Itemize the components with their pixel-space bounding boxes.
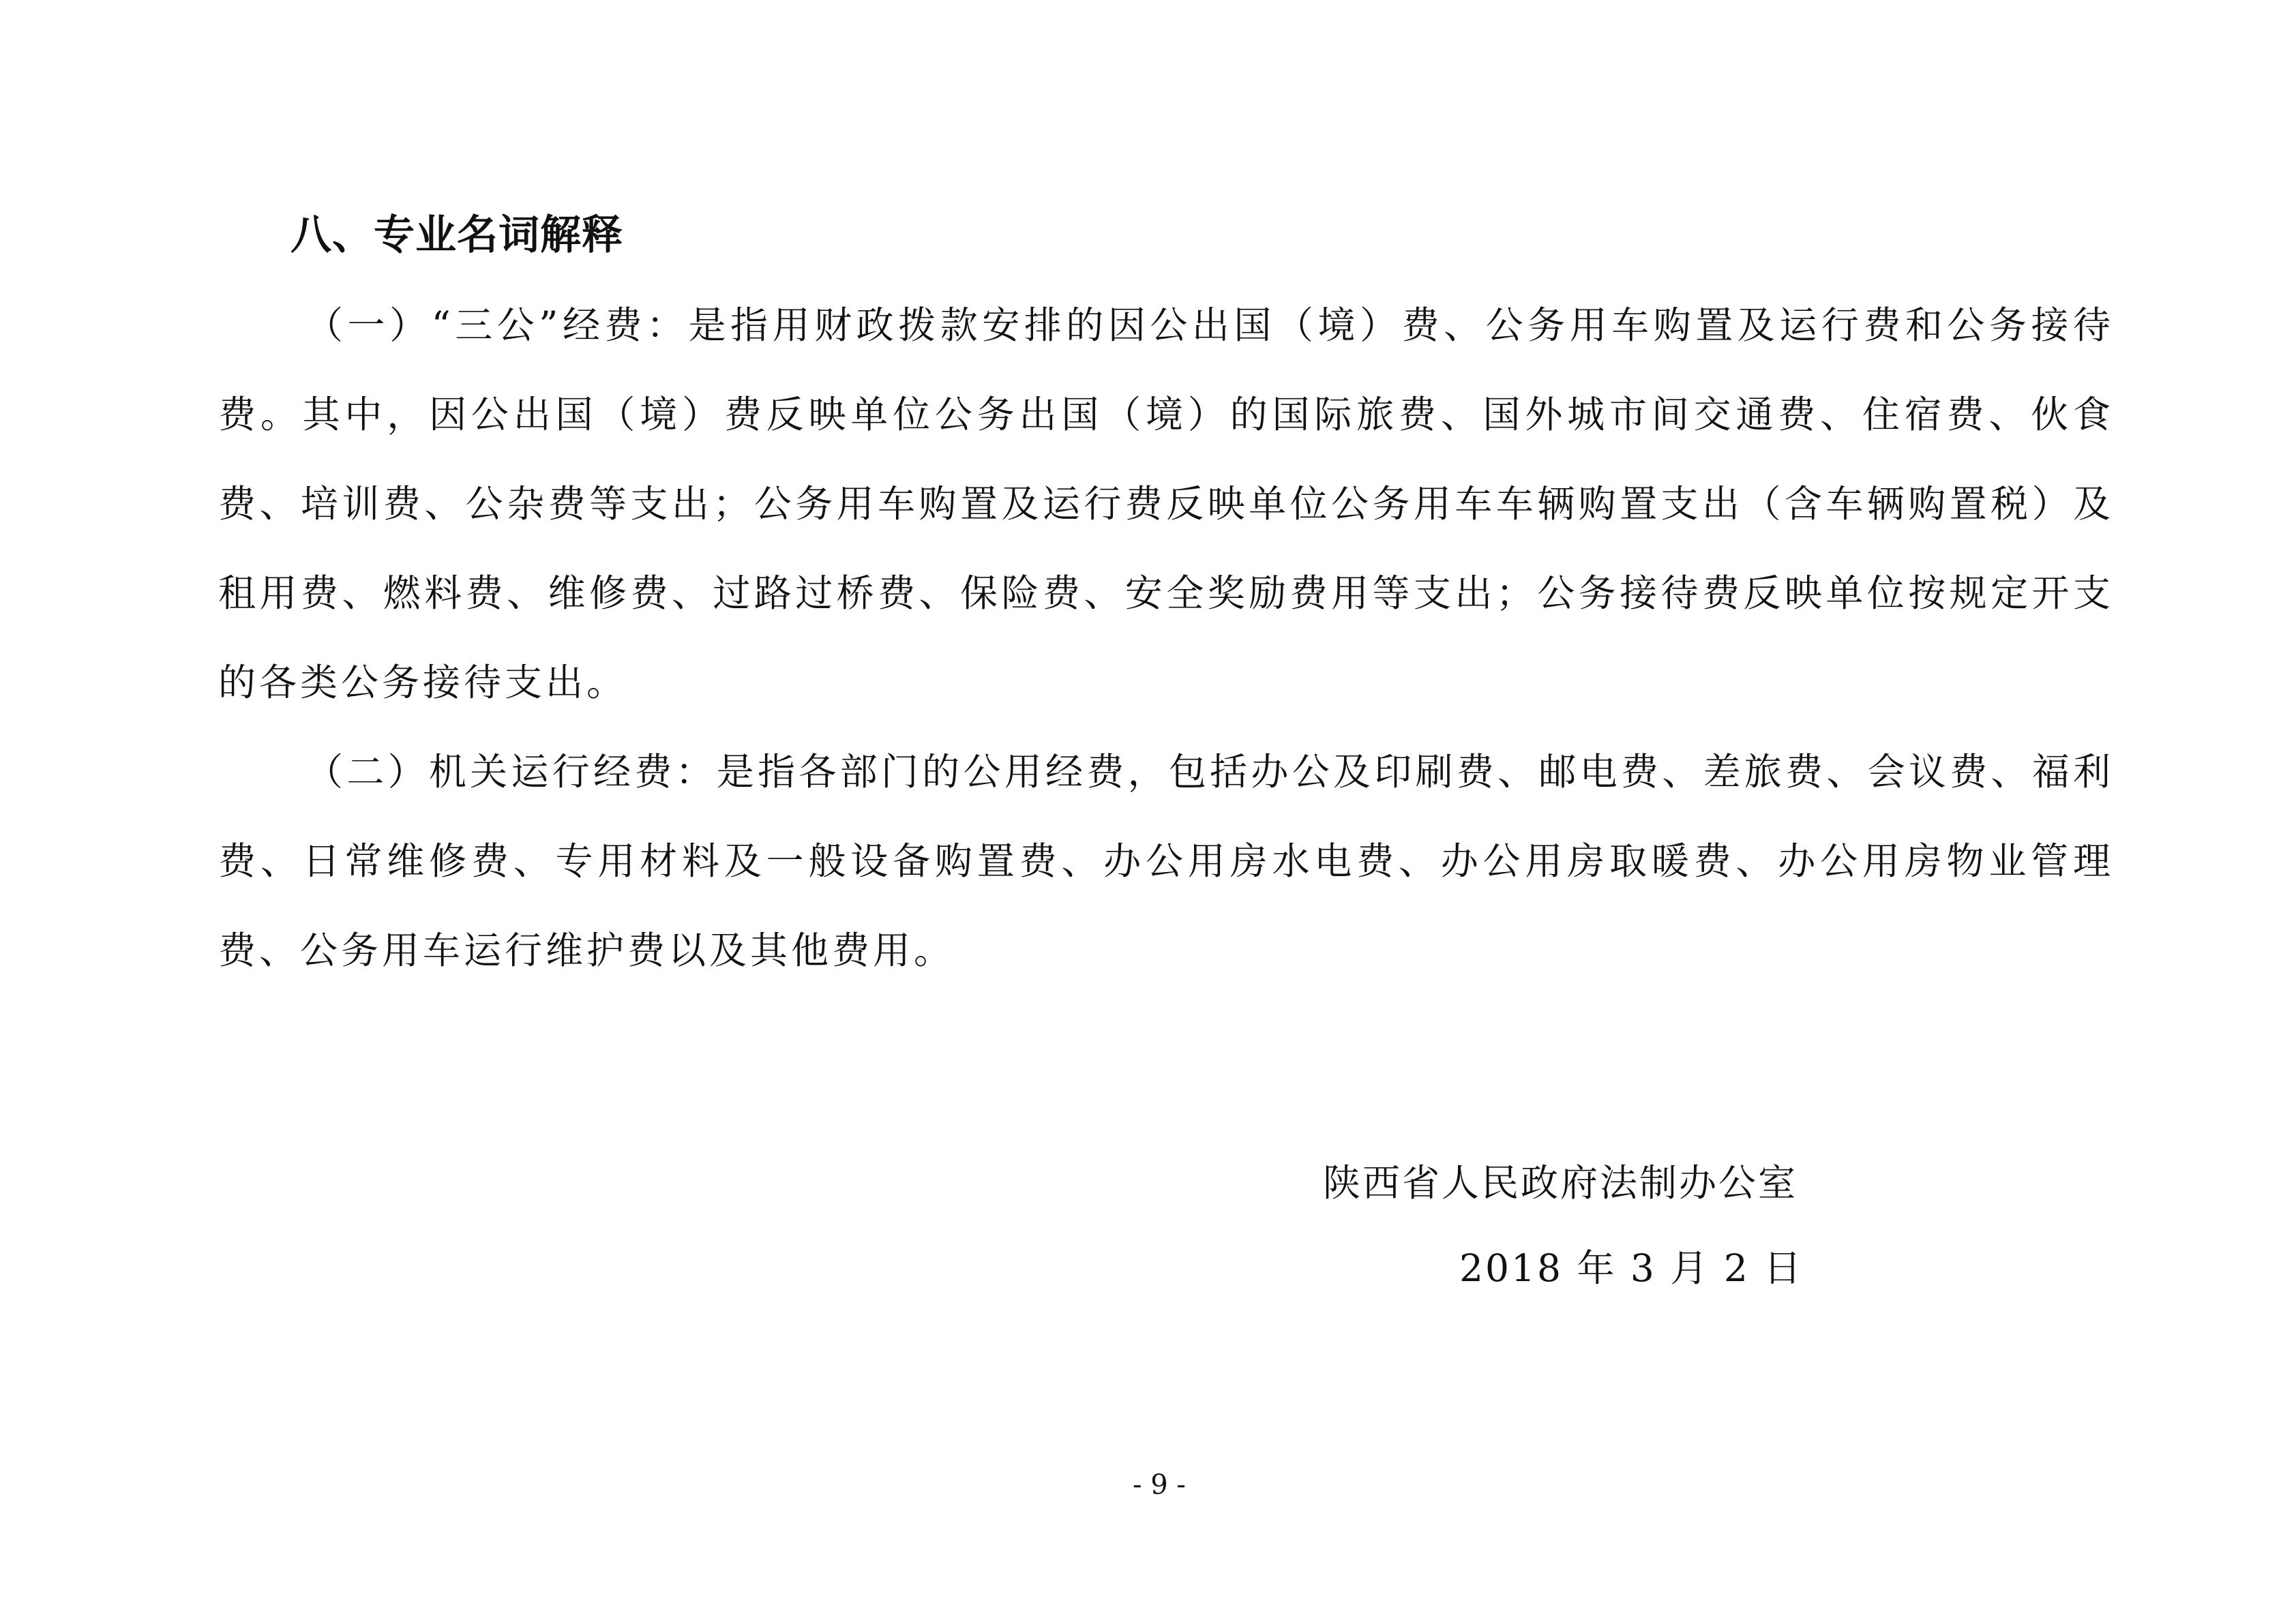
issuing-office: 陕西省人民政府法制办公室 — [1323, 1161, 1798, 1205]
paragraph-three-public-expenses: （一）“三公”经费：是指用财政拨款安排的因公出国（境）费、公务用车购置及运行费和公务接待费。其中，因公出国（境）费反映单位公务出国（境）的国际旅费、国外城市间交通费、住宿费、伙食费、培训费、公杂费等支出；公务用车购置及运行费反映单位公务用车车辆购置支出（含车辆购置税）及租用费、燃料费、维修费、过路过桥费、保险费、安全奖励费用等支出；公务接待费反映单位按规定开支的各类公务接待支出。 — [218, 303, 2114, 704]
paragraph-operating-expenses: （二）机关运行经费：是指各部门的公用经费，包括办公及印刷费、邮电费、差旅费、会议费、福利费、日常维修费、专用材料及一般设备购置费、办公用房水电费、办公用房取暖费、办公用房物业管理费、公务用车运行维护费以及其他费用。 — [218, 750, 2114, 972]
section-heading: 八、专业名词解释 — [290, 211, 623, 259]
page-number: - 9 - — [1133, 1469, 1186, 1501]
issue-date: 2018 年 3 月 2 日 — [1459, 1246, 1804, 1290]
